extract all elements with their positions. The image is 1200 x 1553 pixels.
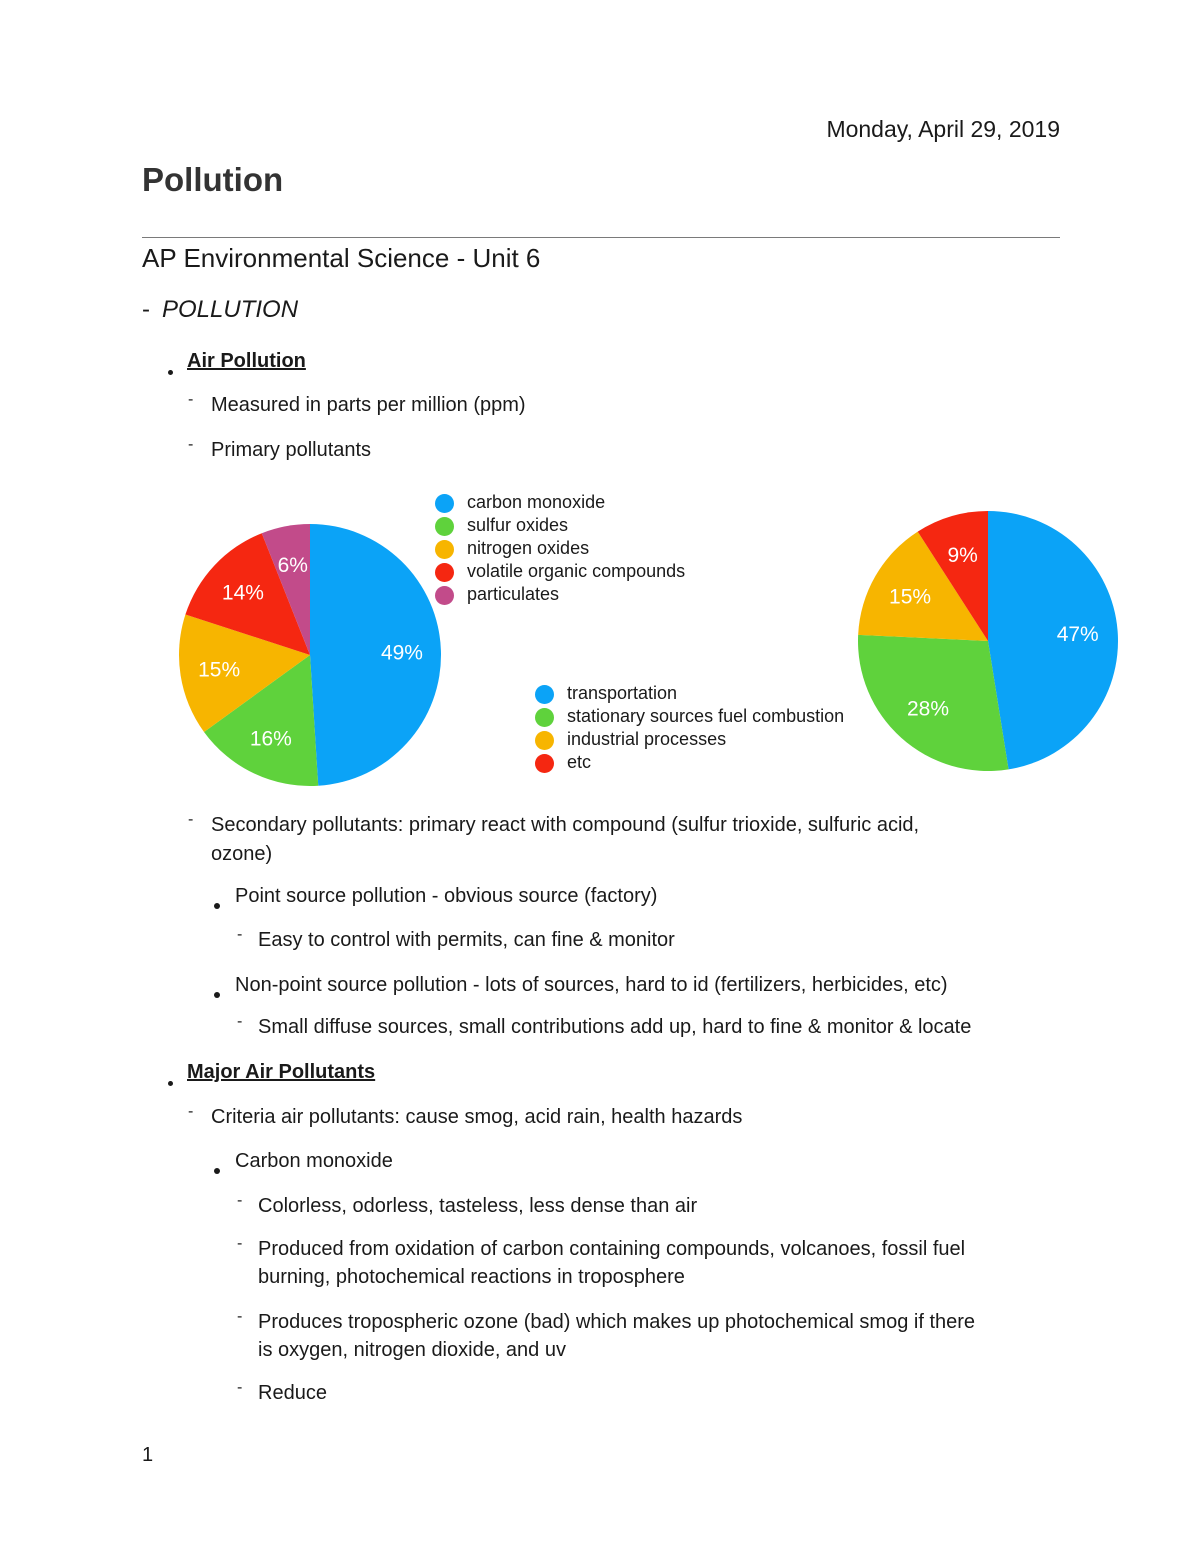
item-secondary-cont: ozone) <box>211 843 273 865</box>
section-heading-text: POLLUTION <box>162 296 299 323</box>
dash-marker: - <box>237 1379 243 1396</box>
item-criteria: Criteria air pollutants: cause smog, acid rain, health hazards <box>211 1106 743 1128</box>
item-nonpoint-detail: Small diffuse sources, small contributions add up, hard to fine & monitor & locate <box>258 1016 972 1038</box>
dash-marker: - <box>188 391 194 408</box>
section-dash: - <box>142 296 150 323</box>
legend-label: nitrogen oxides <box>467 538 590 558</box>
legend-label: volatile organic compounds <box>467 561 686 581</box>
dash-marker: - <box>188 811 194 828</box>
document-date: Monday, April 29, 2019 <box>826 116 1060 142</box>
pie-data-label: 6% <box>277 553 308 577</box>
dash-marker: - <box>188 436 194 453</box>
pie-data-label: 28% <box>906 697 950 721</box>
legend-swatch <box>535 731 554 750</box>
bullet-nonpoint <box>214 985 220 1003</box>
item-point-detail: Easy to control with permits, can fine & monitor <box>258 929 675 951</box>
pie-chart-primary-pollutants <box>170 515 460 805</box>
item-co-3-cont: is oxygen, nitrogen dioxide, and uv <box>258 1339 566 1361</box>
item-co-1: Colorless, odorless, tasteless, less dense than air <box>258 1195 698 1217</box>
heading-air-pollution: Air Pollution <box>187 350 306 372</box>
legend-swatch <box>435 540 454 559</box>
pie-data-label: 47% <box>1056 623 1099 647</box>
legend-label: stationary sources fuel combustion <box>567 706 845 726</box>
item-primary: Primary pollutants <box>211 439 372 461</box>
pie-data-label: 15% <box>889 585 932 609</box>
bullet-air-pollution <box>168 362 173 380</box>
page-title: Pollution <box>142 161 284 198</box>
legend-label: carbon monoxide <box>467 492 606 512</box>
item-measured: Measured in parts per million (ppm) <box>211 394 526 416</box>
item-carbon-monoxide: Carbon monoxide <box>235 1150 393 1172</box>
title-divider <box>142 237 1060 238</box>
pie-data-label: 14% <box>221 581 264 605</box>
legend-swatch <box>435 563 454 582</box>
dash-marker: - <box>188 1103 194 1120</box>
bullet-point-source <box>214 896 220 914</box>
legend-label: sulfur oxides <box>467 515 569 535</box>
dash-marker: - <box>237 1308 243 1325</box>
legend-swatch <box>435 586 454 605</box>
pie-chart-pollution-sources <box>850 502 1130 782</box>
legend-swatch <box>435 494 454 513</box>
pie-data-label: 16% <box>249 727 292 751</box>
pie-data-label: 15% <box>198 658 241 682</box>
item-co-2-cont: burning, photochemical reactions in troposphere <box>258 1266 685 1288</box>
item-co-3: Produces tropospheric ozone (bad) which makes up photochemical smog if there <box>258 1311 976 1333</box>
heading-major-air-pollutants: Major Air Pollutants <box>187 1061 376 1083</box>
legend-label: particulates <box>467 584 560 604</box>
page-number: 1 <box>142 1444 154 1466</box>
legend-label: etc <box>567 752 592 772</box>
bullet-co <box>214 1161 220 1179</box>
legend-swatch <box>535 754 554 773</box>
dash-marker: - <box>237 1013 243 1030</box>
legend-swatch <box>535 708 554 727</box>
bullet-major <box>168 1073 173 1091</box>
pie-data-label: 9% <box>947 543 978 567</box>
item-nonpoint: Non-point source pollution - lots of sources, hard to id (fertilizers, herbicides, etc) <box>235 974 948 996</box>
legend-swatch <box>535 685 554 704</box>
item-co-2: Produced from oxidation of carbon containing compounds, volcanoes, fossil fuel <box>258 1238 966 1260</box>
section-heading <box>142 296 298 324</box>
legend-swatch <box>435 517 454 536</box>
item-secondary: Secondary pollutants: primary react with compound (sulfur trioxide, sulfuric acid, <box>211 814 920 836</box>
dash-marker: - <box>237 1192 243 1209</box>
dash-marker: - <box>237 1235 243 1252</box>
dash-marker: - <box>237 926 243 943</box>
subtitle: AP Environmental Science - Unit 6 <box>142 243 541 273</box>
item-point-source: Point source pollution - obvious source (factory) <box>235 885 658 907</box>
legend-label: industrial processes <box>567 729 727 749</box>
legend-label: transportation <box>567 683 678 703</box>
pie-data-label: 49% <box>380 641 423 665</box>
item-co-4: Reduce <box>258 1382 327 1404</box>
